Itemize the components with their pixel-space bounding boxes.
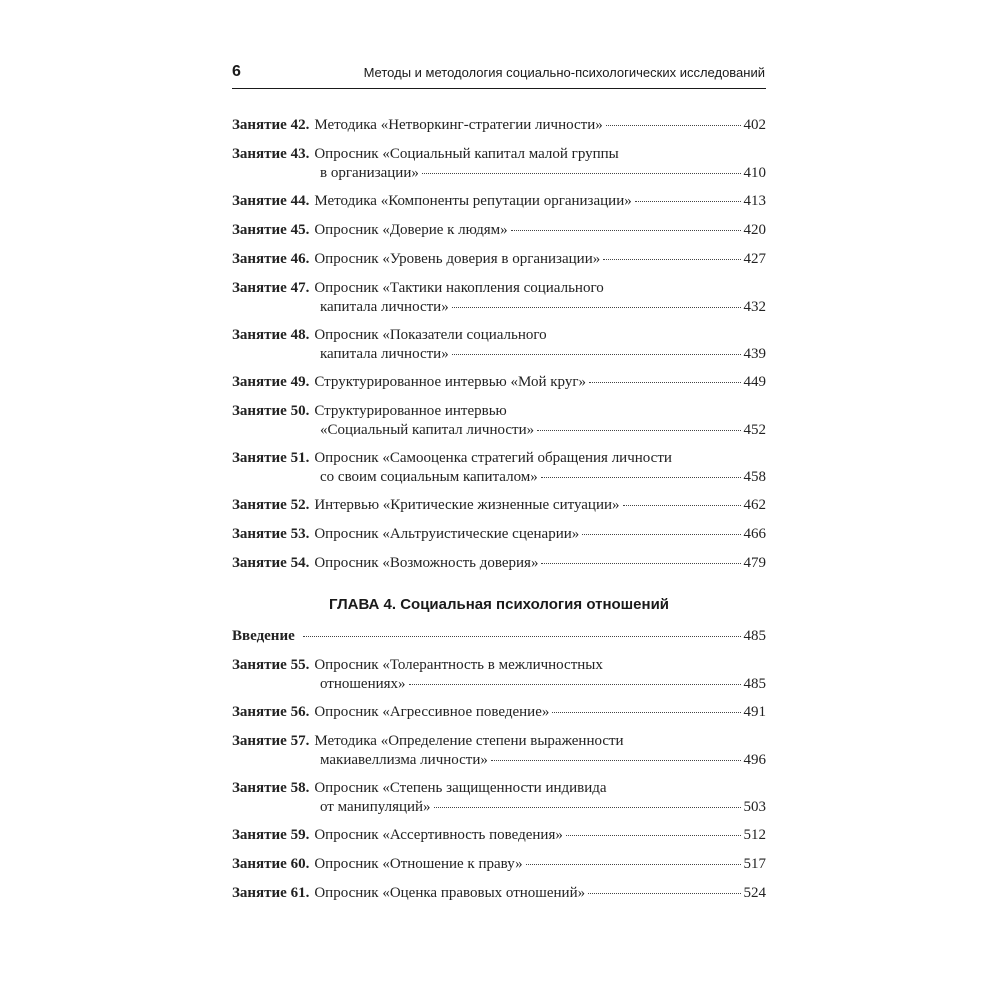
toc-entry bbox=[232, 326, 766, 364]
toc-entry-label: Занятие 58. bbox=[232, 780, 310, 796]
toc-entry-page: 517 bbox=[743, 856, 766, 872]
toc-entry-title: макиавеллизма личности» bbox=[320, 752, 488, 768]
dot-leader bbox=[511, 230, 741, 231]
toc-entry-line bbox=[232, 496, 766, 515]
page-number: 6 bbox=[232, 63, 241, 80]
header-rule bbox=[232, 88, 766, 89]
toc-entry bbox=[232, 373, 766, 392]
toc-entry-line bbox=[232, 116, 766, 135]
toc-entry-label: Занятие 51. bbox=[232, 450, 310, 466]
toc-entry-label: Занятие 61. bbox=[232, 885, 310, 901]
dot-leader bbox=[623, 505, 741, 506]
toc-entry-label: Занятие 54. bbox=[232, 555, 310, 571]
toc-entry bbox=[232, 221, 766, 240]
toc-entry-line bbox=[232, 449, 766, 468]
toc-entry-title: Опросник «Доверие к людям» bbox=[314, 222, 508, 238]
dot-leader bbox=[409, 684, 741, 685]
table-of-contents bbox=[232, 116, 766, 913]
toc-entry-line bbox=[232, 421, 766, 440]
dot-leader bbox=[541, 477, 741, 478]
toc-entry-label: Занятие 53. bbox=[232, 526, 310, 542]
toc-entry-title: капитала личности» bbox=[320, 299, 449, 315]
toc-entry-label: Занятие 57. bbox=[232, 733, 310, 749]
toc-entry bbox=[232, 855, 766, 874]
toc-entry bbox=[232, 279, 766, 317]
toc-entry bbox=[232, 732, 766, 770]
toc-entry-page: 512 bbox=[743, 827, 766, 843]
toc-entry-title: Опросник «Отношение к праву» bbox=[314, 856, 523, 872]
toc-entry-title: Опросник «Социальный капитал малой группы bbox=[314, 146, 619, 162]
dot-leader bbox=[566, 835, 741, 836]
dot-leader bbox=[541, 563, 740, 564]
toc-entry-page: 432 bbox=[743, 299, 766, 315]
toc-section-chapter-4 bbox=[232, 627, 766, 903]
toc-entry bbox=[232, 554, 766, 573]
dot-leader bbox=[635, 201, 741, 202]
dot-leader bbox=[589, 382, 741, 383]
toc-entry-title: Опросник «Толерантность в межличностных bbox=[314, 657, 603, 673]
toc-entry-line bbox=[232, 468, 766, 487]
toc-entry-title: Опросник «Тактики накопления социального bbox=[314, 280, 604, 296]
toc-entry-line bbox=[232, 675, 766, 694]
toc-entry bbox=[232, 627, 766, 646]
toc-entry-page: 439 bbox=[743, 346, 766, 362]
toc-entry-page: 449 bbox=[743, 374, 766, 390]
toc-entry-title: «Социальный капитал личности» bbox=[320, 422, 535, 438]
toc-entry-label: Занятие 42. bbox=[232, 117, 310, 133]
toc-entry-label: Занятие 50. bbox=[232, 403, 310, 419]
dot-leader bbox=[452, 307, 741, 308]
toc-entry-line bbox=[232, 826, 766, 845]
toc-entry-line bbox=[232, 703, 766, 722]
toc-entry-title: Опросник «Ассертивность поведения» bbox=[314, 827, 563, 843]
toc-entry bbox=[232, 449, 766, 487]
toc-entry-line bbox=[232, 192, 766, 211]
toc-entry-line bbox=[232, 373, 766, 392]
running-title: Методы и методология социально-психологических исследований bbox=[363, 65, 765, 80]
dot-leader bbox=[526, 864, 741, 865]
toc-entry-page: 427 bbox=[743, 251, 766, 267]
toc-entry-title: Методика «Нетворкинг-стратегии личности» bbox=[314, 117, 603, 133]
toc-section-chapter-3 bbox=[232, 116, 766, 573]
toc-entry-label: Занятие 52. bbox=[232, 497, 310, 513]
toc-entry bbox=[232, 192, 766, 211]
toc-entry-label: Занятие 44. bbox=[232, 193, 310, 209]
dot-leader bbox=[491, 760, 741, 761]
toc-entry-label: Занятие 60. bbox=[232, 856, 310, 872]
toc-entry-line bbox=[232, 751, 766, 770]
toc-entry-line bbox=[232, 855, 766, 874]
toc-entry-page: 452 bbox=[743, 422, 766, 438]
toc-entry-page: 413 bbox=[743, 193, 766, 209]
toc-entry-line bbox=[232, 164, 766, 183]
toc-entry-page: 524 bbox=[743, 885, 766, 901]
toc-entry-title: Опросник «Показатели социального bbox=[314, 327, 547, 343]
toc-entry-line bbox=[232, 402, 766, 421]
dot-leader bbox=[422, 173, 741, 174]
toc-entry-line bbox=[232, 145, 766, 164]
toc-entry-page: 479 bbox=[743, 555, 766, 571]
toc-entry-label: Занятие 47. bbox=[232, 280, 310, 296]
dot-leader bbox=[606, 125, 741, 126]
toc-entry-title: отношениях» bbox=[320, 676, 406, 692]
toc-entry-title: Структурированное интервью «Мой круг» bbox=[314, 374, 586, 390]
toc-entry bbox=[232, 884, 766, 903]
toc-entry-page: 485 bbox=[743, 628, 766, 644]
toc-entry-title: Интервью «Критические жизненные ситуации» bbox=[314, 497, 620, 513]
toc-entry-line bbox=[232, 525, 766, 544]
toc-entry-line bbox=[232, 656, 766, 675]
toc-entry-line bbox=[232, 779, 766, 798]
toc-entry-line bbox=[232, 298, 766, 317]
toc-entry-page: 420 bbox=[743, 222, 766, 238]
toc-entry bbox=[232, 826, 766, 845]
toc-entry-title: Опросник «Уровень доверия в организации» bbox=[314, 251, 601, 267]
toc-entry-line bbox=[232, 326, 766, 345]
toc-entry-title: Опросник «Оценка правовых отношений» bbox=[314, 885, 586, 901]
toc-entry-line bbox=[232, 732, 766, 751]
dot-leader bbox=[582, 534, 740, 535]
toc-entry bbox=[232, 703, 766, 722]
toc-entry bbox=[232, 116, 766, 135]
dot-leader bbox=[537, 430, 740, 431]
toc-entry-label: Занятие 49. bbox=[232, 374, 310, 390]
dot-leader bbox=[434, 807, 741, 808]
toc-entry bbox=[232, 656, 766, 694]
toc-entry-label: Занятие 45. bbox=[232, 222, 310, 238]
toc-entry bbox=[232, 145, 766, 183]
toc-entry-line bbox=[232, 345, 766, 364]
toc-entry-page: 410 bbox=[743, 165, 766, 181]
toc-entry-title: Опросник «Агрессивное поведение» bbox=[314, 704, 550, 720]
toc-entry-title: Методика «Определение степени выраженности bbox=[314, 733, 624, 749]
toc-entry-label: Занятие 43. bbox=[232, 146, 310, 162]
toc-entry-page: 402 bbox=[743, 117, 766, 133]
toc-entry-page: 491 bbox=[743, 704, 766, 720]
dot-leader bbox=[603, 259, 740, 260]
toc-entry-title: в организации» bbox=[320, 165, 419, 181]
toc-entry-label: Занятие 55. bbox=[232, 657, 310, 673]
toc-entry-page: 503 bbox=[743, 799, 766, 815]
toc-entry-line bbox=[232, 221, 766, 240]
dot-leader bbox=[588, 893, 740, 894]
toc-entry-line bbox=[232, 798, 766, 817]
toc-entry-title: Опросник «Самооценка стратегий обращения личности bbox=[314, 450, 672, 466]
toc-entry-title: Методика «Компоненты репутации организации» bbox=[314, 193, 632, 209]
toc-entry-title: Опросник «Возможность доверия» bbox=[314, 555, 539, 571]
toc-entry-title: со своим социальным капиталом» bbox=[320, 469, 538, 485]
toc-entry bbox=[232, 402, 766, 440]
toc-entry-label: Занятие 46. bbox=[232, 251, 310, 267]
toc-entry-title: капитала личности» bbox=[320, 346, 449, 362]
toc-entry-label: Занятие 48. bbox=[232, 327, 310, 343]
toc-entry-label: Занятие 56. bbox=[232, 704, 310, 720]
toc-entry bbox=[232, 525, 766, 544]
toc-entry-page: 485 bbox=[743, 676, 766, 692]
toc-entry-title: Структурированное интервью bbox=[314, 403, 507, 419]
toc-entry bbox=[232, 250, 766, 269]
toc-entry-page: 496 bbox=[743, 752, 766, 768]
toc-entry-title: от манипуляций» bbox=[320, 799, 431, 815]
toc-entry-label: Введение bbox=[232, 628, 295, 644]
toc-entry bbox=[232, 779, 766, 817]
toc-entry-page: 458 bbox=[743, 469, 766, 485]
toc-entry-line bbox=[232, 884, 766, 903]
toc-entry-label: Занятие 59. bbox=[232, 827, 310, 843]
chapter-heading: ГЛАВА 4. Социальная психология отношений bbox=[328, 596, 670, 613]
toc-entry-page: 462 bbox=[743, 497, 766, 513]
dot-leader bbox=[552, 712, 740, 713]
toc-entry bbox=[232, 496, 766, 515]
toc-entry-line bbox=[232, 627, 766, 646]
toc-entry-title: Опросник «Степень защищенности индивида bbox=[314, 780, 607, 796]
toc-entry-line bbox=[232, 554, 766, 573]
toc-entry-page: 466 bbox=[743, 526, 766, 542]
toc-entry-line bbox=[232, 279, 766, 298]
toc-entry-title: Опросник «Альтруистические сценарии» bbox=[314, 526, 580, 542]
dot-leader bbox=[452, 354, 741, 355]
toc-entry-line bbox=[232, 250, 766, 269]
dot-leader bbox=[303, 636, 741, 637]
